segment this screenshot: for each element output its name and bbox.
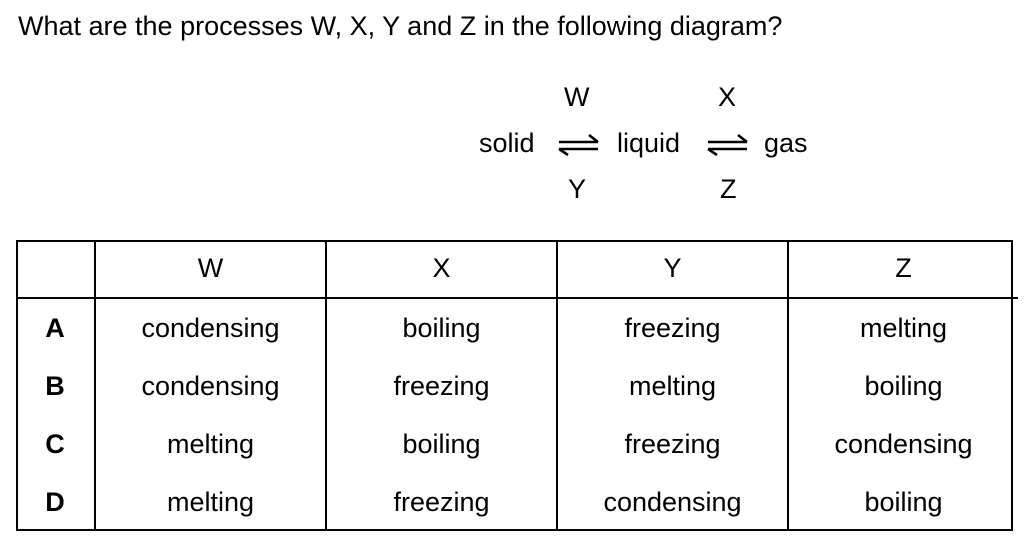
option-letter: D bbox=[45, 486, 65, 517]
question-text: What are the processes W, X, Y and Z in the following diagram? bbox=[18, 11, 783, 41]
cell-z: boiling bbox=[788, 473, 1018, 531]
cell-y: freezing bbox=[557, 298, 788, 357]
label-x: X bbox=[718, 82, 737, 112]
cell-w: melting bbox=[95, 415, 326, 473]
equilibrium-arrow-icon bbox=[705, 134, 751, 156]
answer-table bbox=[16, 240, 1018, 531]
option-letter: A bbox=[45, 312, 65, 343]
table-row bbox=[16, 357, 1018, 415]
table-row bbox=[16, 415, 1018, 473]
header-w: W bbox=[95, 240, 326, 298]
cell-x: boiling bbox=[326, 415, 557, 473]
cell-w: melting bbox=[95, 473, 326, 531]
label-gas: gas bbox=[764, 128, 808, 158]
cell-x: freezing bbox=[326, 357, 557, 415]
table-row bbox=[16, 473, 1018, 531]
equilibrium-arrow-icon bbox=[556, 134, 602, 156]
cell-y: freezing bbox=[557, 415, 788, 473]
label-solid: solid bbox=[479, 128, 535, 158]
cell-z: boiling bbox=[788, 357, 1018, 415]
table-row bbox=[16, 298, 1018, 357]
cell-z: melting bbox=[788, 298, 1018, 357]
header-x: X bbox=[326, 240, 557, 298]
header-z: Z bbox=[788, 240, 1018, 298]
cell-y: condensing bbox=[557, 473, 788, 531]
label-y: Y bbox=[568, 174, 587, 204]
option-letter: B bbox=[45, 370, 65, 401]
state-change-diagram bbox=[0, 0, 1032, 230]
header-blank bbox=[16, 240, 95, 298]
cell-y: melting bbox=[557, 357, 788, 415]
table-header-row bbox=[16, 240, 1018, 298]
label-z: Z bbox=[720, 174, 737, 204]
cell-z: condensing bbox=[788, 415, 1018, 473]
label-w: W bbox=[564, 82, 590, 112]
option-letter: C bbox=[45, 428, 65, 459]
header-y: Y bbox=[557, 240, 788, 298]
cell-x: freezing bbox=[326, 473, 557, 531]
cell-w: condensing bbox=[95, 357, 326, 415]
cell-x: boiling bbox=[326, 298, 557, 357]
label-liquid: liquid bbox=[617, 128, 681, 158]
cell-w: condensing bbox=[95, 298, 326, 357]
